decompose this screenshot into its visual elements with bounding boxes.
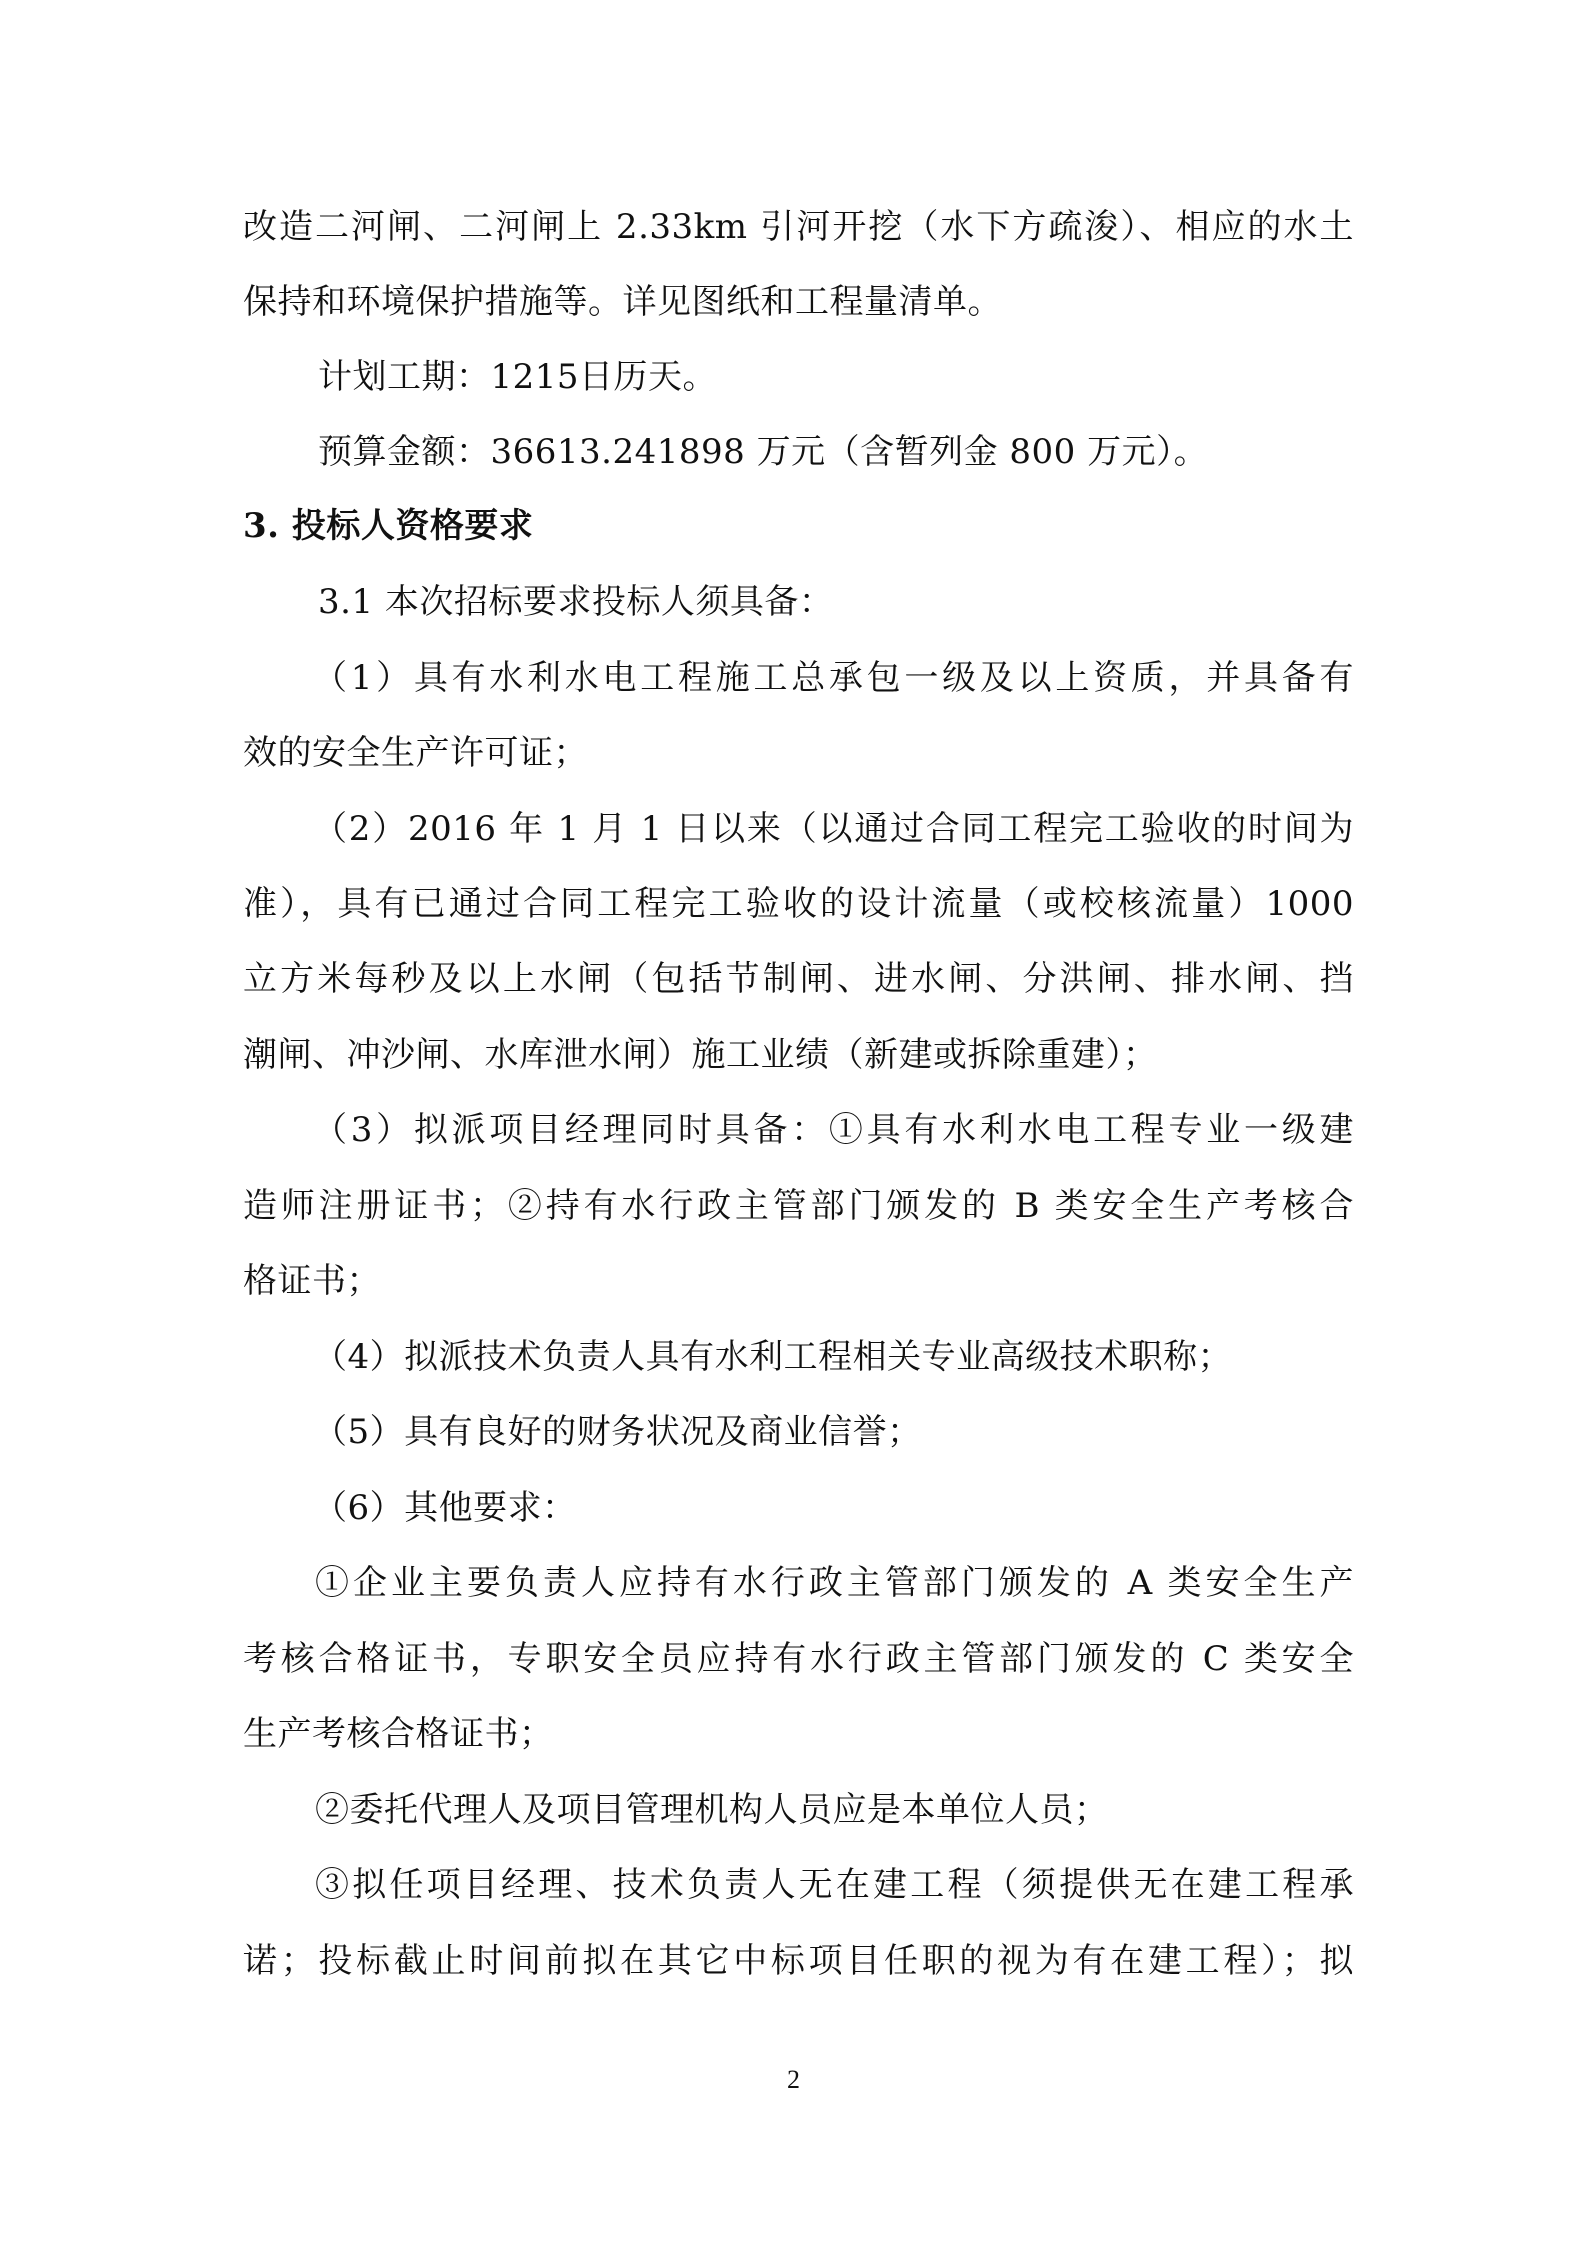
- requirement-line: 造师注册证书；②持有水行政主管部门颁发的 B 类安全生产考核合: [243, 1186, 1354, 1226]
- requirement-line: （5）具有良好的财务状况及商业信誉；: [313, 1412, 922, 1452]
- requirement-line: 立方米每秒及以上水闸（包括节制闸、进水闸、分洪闸、排水闸、挡: [243, 959, 1354, 999]
- requirement-line: （4）拟派技术负责人具有水利工程相关专业高级技术职称；: [313, 1337, 1233, 1377]
- subsection-line: 3.1 本次招标要求投标人须具备：: [318, 582, 834, 622]
- requirement-line: （3）拟派项目经理同时具备：①具有水利水电工程专业一级建: [313, 1110, 1354, 1150]
- other-requirement-line: 考核合格证书，专职安全员应持有水行政主管部门颁发的 C 类安全: [243, 1639, 1354, 1679]
- requirement-line: （1）具有水利水电工程施工总承包一级及以上资质，并具备有: [313, 658, 1354, 698]
- requirement-line: 效的安全生产许可证；: [243, 733, 588, 773]
- page-number: 2: [787, 2065, 800, 2094]
- requirement-line: （6）其他要求：: [313, 1488, 577, 1528]
- other-requirement-line: 生产考核合格证书；: [243, 1714, 554, 1754]
- requirement-line: 准），具有已通过合同工程完工验收的设计流量（或校核流量）1000: [243, 884, 1354, 924]
- schedule-line: 计划工期：1215日历天。: [318, 357, 718, 397]
- budget-line: 预算金额：36613.241898 万元（含暂列金 800 万元）。: [318, 432, 1209, 472]
- other-requirement-line: ③拟任项目经理、技术负责人无在建工程（须提供无在建工程承: [315, 1865, 1354, 1905]
- other-requirement-line: 诺；投标截止时间前拟在其它中标项目任职的视为有在建工程）；拟: [243, 1941, 1354, 1981]
- other-requirement-line: ①企业主要负责人应持有水行政主管部门颁发的 A 类安全生产: [315, 1563, 1354, 1603]
- section-heading: 3. 投标人资格要求: [243, 506, 534, 546]
- requirement-line: 格证书；: [243, 1261, 381, 1301]
- requirement-line: （2）2016 年 1 月 1 日以来（以通过合同工程完工验收的时间为: [313, 809, 1354, 849]
- paragraph-line: 保持和环境保护措施等。详见图纸和工程量清单。: [243, 282, 1002, 322]
- requirement-line: 潮闸、冲沙闸、水库泄水闸）施工业绩（新建或拆除重建）；: [243, 1035, 1158, 1075]
- other-requirement-line: ②委托代理人及项目管理机构人员应是本单位人员；: [315, 1790, 1109, 1830]
- paragraph-line: 改造二河闸、二河闸上 2.33km 引河开挖（水下方疏浚）、相应的水土: [243, 207, 1354, 247]
